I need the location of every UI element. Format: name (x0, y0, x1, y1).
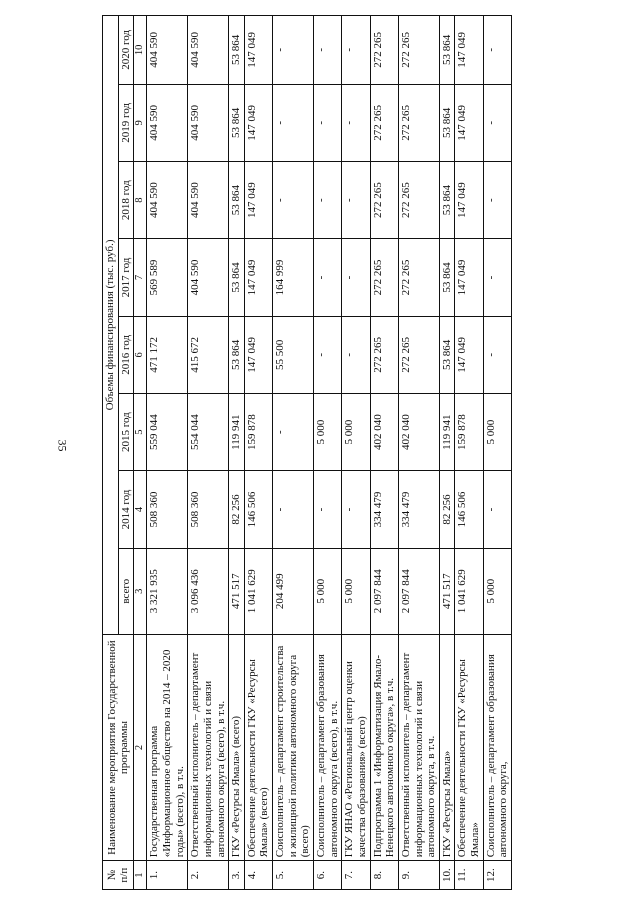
value-cell: 1 041 629 (455, 548, 483, 634)
value-cell: 53 864 (229, 239, 245, 316)
row-number: 2. (188, 861, 229, 890)
value-cell: 272 265 (398, 84, 439, 161)
row-name: ГКУ ЯНАО «Региональный центр оценки качества образования» (всего) (342, 634, 370, 860)
value-cell: - (273, 471, 314, 548)
value-cell: - (314, 162, 342, 239)
row-number: 6. (314, 861, 342, 890)
value-cell: - (314, 16, 342, 85)
row-number: 4. (244, 861, 272, 890)
value-cell: 5 000 (314, 548, 342, 634)
value-cell: - (342, 16, 370, 85)
value-cell: - (314, 84, 342, 161)
value-cell: - (273, 16, 314, 85)
value-cell: 3 096 436 (188, 548, 229, 634)
value-cell: 53 864 (439, 316, 455, 393)
value-cell: 147 049 (455, 239, 483, 316)
value-cell: 554 044 (188, 393, 229, 470)
value-cell: 569 589 (147, 239, 188, 316)
table-row (314, 16, 342, 890)
header-year: 2017 год (118, 239, 134, 316)
rotated-page-content (102, 15, 640, 890)
value-cell: 82 256 (229, 471, 245, 548)
header-name: Наименование мероприятия Государственной программы (103, 634, 134, 860)
financing-table (102, 15, 512, 890)
page-number: 35 (55, 439, 70, 452)
value-cell: 2 097 844 (370, 548, 398, 634)
value-cell: 147 049 (455, 162, 483, 239)
value-cell: - (342, 239, 370, 316)
row-name: ГКУ «Ресурсы Ямала» (439, 634, 455, 860)
value-cell: 53 864 (439, 239, 455, 316)
header-year: 2019 год (118, 84, 134, 161)
value-cell: 53 864 (439, 162, 455, 239)
table-row (398, 16, 439, 890)
value-cell: 53 864 (439, 16, 455, 85)
value-cell: 1 041 629 (244, 548, 272, 634)
table-row (188, 16, 229, 890)
value-cell: - (483, 16, 511, 85)
column-index: 10 (134, 16, 147, 85)
table-row (273, 16, 314, 890)
header-funding: Объемы финансирования (тыс. руб.) (103, 16, 119, 635)
value-cell: 5 000 (314, 393, 342, 470)
value-cell: 147 049 (455, 84, 483, 161)
value-cell: 272 265 (398, 16, 439, 85)
value-cell: - (483, 471, 511, 548)
value-cell: 53 864 (229, 162, 245, 239)
row-number: 3. (229, 861, 245, 890)
value-cell: - (342, 162, 370, 239)
value-cell: 404 590 (188, 162, 229, 239)
value-cell: 147 049 (244, 316, 272, 393)
value-cell: 2 097 844 (398, 548, 439, 634)
row-name: Ответственный исполнитель – департамент информационных технологий и связи автономного округа, в т.ч. (398, 634, 439, 860)
value-cell: 5 000 (342, 393, 370, 470)
column-index: 9 (134, 84, 147, 161)
row-name: Государственная программа «Информационное общество на 2014 – 2020 годы» (всего), в т.ч. (147, 634, 188, 860)
row-name: Ответственный исполнитель – департамент информационных технологий и связи автономного округа (всего), в т.ч. (188, 634, 229, 860)
value-cell: 5 000 (483, 548, 511, 634)
header-row-1 (103, 16, 119, 890)
value-cell: 53 864 (229, 84, 245, 161)
value-cell: 272 265 (370, 239, 398, 316)
value-cell: 147 049 (244, 162, 272, 239)
value-cell: 402 040 (398, 393, 439, 470)
value-cell: 147 049 (455, 316, 483, 393)
table-row (342, 16, 370, 890)
value-cell: 119 941 (229, 393, 245, 470)
header-year: 2014 год (118, 471, 134, 548)
value-cell: 53 864 (229, 316, 245, 393)
column-index: 5 (134, 393, 147, 470)
value-cell: - (483, 316, 511, 393)
value-cell: 5 000 (342, 548, 370, 634)
column-index: 7 (134, 239, 147, 316)
value-cell: 272 265 (370, 162, 398, 239)
row-name: Соисполнитель – департамент образования автономного округа (всего), в т.ч. (314, 634, 342, 860)
table-row (244, 16, 272, 890)
row-name: Соисполнитель – департамент образования автономного округа, (483, 634, 511, 860)
header-year: 2018 год (118, 162, 134, 239)
value-cell: - (273, 162, 314, 239)
value-cell: 272 265 (398, 239, 439, 316)
row-number: 11. (455, 861, 483, 890)
value-cell: 164 999 (273, 239, 314, 316)
value-cell: 404 590 (188, 16, 229, 85)
value-cell: 147 049 (244, 84, 272, 161)
row-number: 5. (273, 861, 314, 890)
value-cell: 147 049 (244, 239, 272, 316)
value-cell: 471 517 (439, 548, 455, 634)
value-cell: 415 672 (188, 316, 229, 393)
column-index: 2 (134, 634, 147, 860)
value-cell: 204 499 (273, 548, 314, 634)
row-number: 9. (398, 861, 439, 890)
value-cell: - (483, 239, 511, 316)
value-cell: - (342, 84, 370, 161)
value-cell: - (314, 316, 342, 393)
value-cell: 272 265 (370, 316, 398, 393)
row-name: Обеспечение деятельности ГКУ «Ресурсы Ямала» (455, 634, 483, 860)
header-num: № п/п (103, 861, 134, 890)
value-cell: 53 864 (229, 16, 245, 85)
row-name: Обеспечение деятельности ГКУ «Ресурсы Ямала» (всего) (244, 634, 272, 860)
value-cell: - (273, 84, 314, 161)
value-cell: 272 265 (398, 162, 439, 239)
column-index: 8 (134, 162, 147, 239)
table-row (439, 16, 455, 890)
value-cell: 146 506 (244, 471, 272, 548)
header-year: всего (118, 548, 134, 634)
row-number: 10. (439, 861, 455, 890)
column-index: 3 (134, 548, 147, 634)
value-cell: 82 256 (439, 471, 455, 548)
column-index: 4 (134, 471, 147, 548)
value-cell: 559 044 (147, 393, 188, 470)
value-cell: 272 265 (370, 16, 398, 85)
financing-table-body (147, 16, 512, 890)
table-row (455, 16, 483, 890)
value-cell: 404 590 (147, 162, 188, 239)
value-cell: 147 049 (244, 16, 272, 85)
value-cell: - (483, 84, 511, 161)
row-number: 1. (147, 861, 188, 890)
column-index: 6 (134, 316, 147, 393)
value-cell: - (314, 471, 342, 548)
value-cell: 471 517 (229, 548, 245, 634)
table-row (483, 16, 511, 890)
value-cell: 508 360 (147, 471, 188, 548)
row-name: ГКУ «Ресурсы Ямала» (всего) (229, 634, 245, 860)
value-cell: 404 590 (147, 16, 188, 85)
value-cell: 272 265 (398, 316, 439, 393)
value-cell: 159 878 (244, 393, 272, 470)
value-cell: 334 479 (370, 471, 398, 548)
value-cell: 147 049 (455, 16, 483, 85)
value-cell: 404 590 (188, 84, 229, 161)
header-year: 2016 год (118, 316, 134, 393)
row-number: 7. (342, 861, 370, 890)
column-index: 1 (134, 861, 147, 890)
value-cell: 404 590 (188, 239, 229, 316)
value-cell: 55 500 (273, 316, 314, 393)
value-cell: 334 479 (398, 471, 439, 548)
value-cell: 146 506 (455, 471, 483, 548)
value-cell: 508 360 (188, 471, 229, 548)
value-cell: 53 864 (439, 84, 455, 161)
table-row (370, 16, 398, 890)
value-cell: - (273, 393, 314, 470)
value-cell: 471 172 (147, 316, 188, 393)
row-name: Подпрограмма 1 «Информатизация Ямало-Ненецкого автономного округа», в т.ч. (370, 634, 398, 860)
column-index-row (134, 16, 147, 890)
value-cell: - (483, 162, 511, 239)
value-cell: 159 878 (455, 393, 483, 470)
value-cell: 5 000 (483, 393, 511, 470)
table-row (147, 16, 188, 890)
value-cell: 402 040 (370, 393, 398, 470)
value-cell: - (314, 239, 342, 316)
value-cell: 3 321 935 (147, 548, 188, 634)
value-cell: 272 265 (370, 84, 398, 161)
value-cell: 119 941 (439, 393, 455, 470)
header-year: 2015 год (118, 393, 134, 470)
row-name: Соисполнитель – департамент строительства и жилищной политики автономного округа (всего) (273, 634, 314, 860)
row-number: 8. (370, 861, 398, 890)
table-row (229, 16, 245, 890)
value-cell: - (342, 316, 370, 393)
row-number: 12. (483, 861, 511, 890)
header-year: 2020 год (118, 16, 134, 85)
value-cell: - (342, 471, 370, 548)
value-cell: 404 590 (147, 84, 188, 161)
